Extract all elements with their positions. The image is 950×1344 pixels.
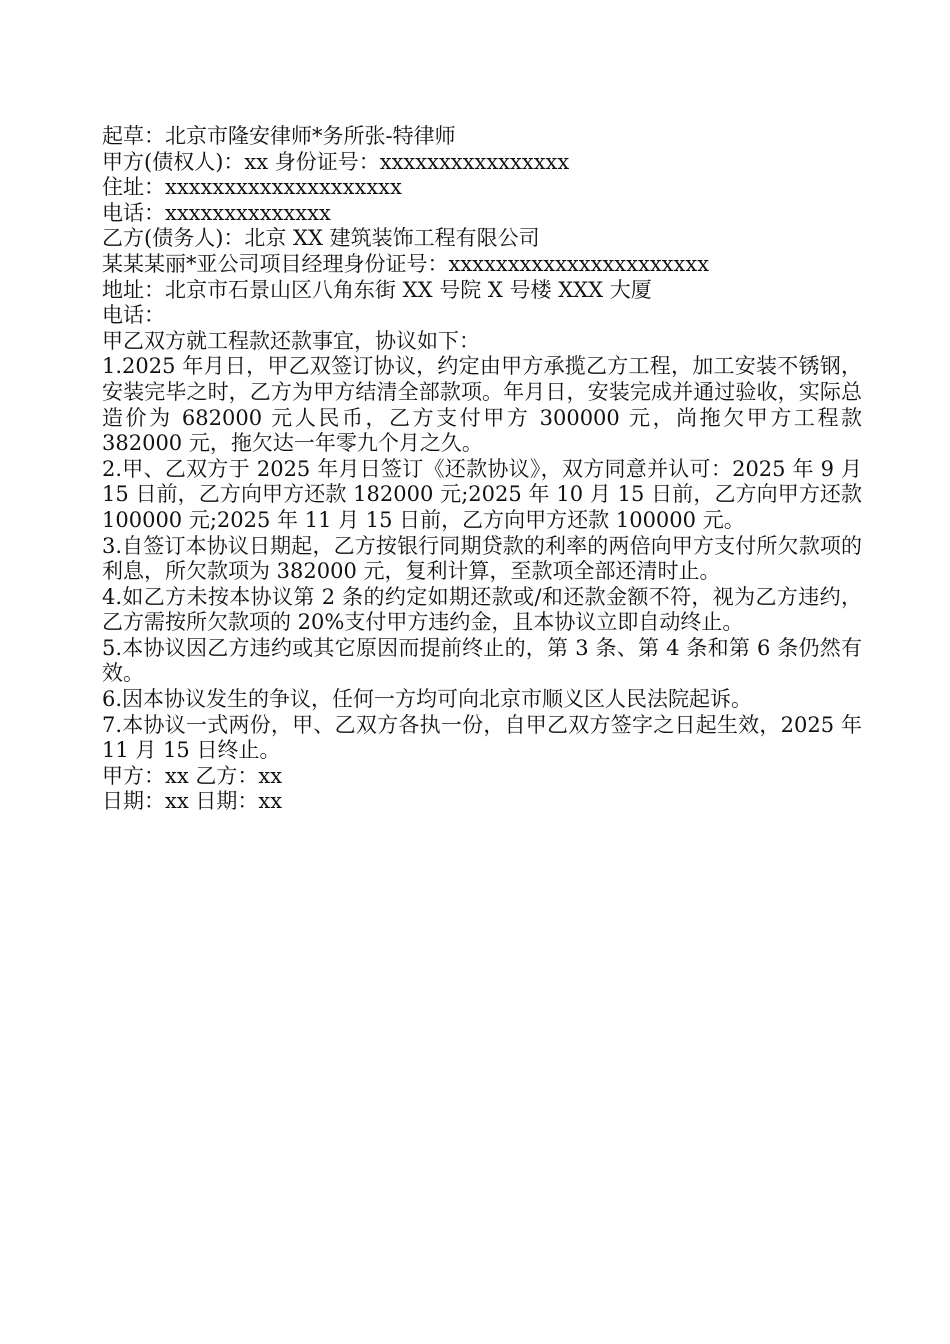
party-b-phone: 电话： bbox=[102, 303, 165, 328]
drafter-line: 起草：北京市隆安律师*务所张-特律师 bbox=[102, 124, 456, 148]
party-a-phone: 电话：xxxxxxxxxxxxxx bbox=[102, 200, 331, 225]
party-a-line: 甲方(债权人)：xx 身份证号：xxxxxxxxxxxxxxxx bbox=[102, 149, 570, 174]
signature-line: 甲方：xx 乙方：xx bbox=[102, 763, 283, 788]
date-line: 日期：xx 日期：xx bbox=[102, 789, 283, 814]
agreement-document bbox=[102, 124, 869, 815]
clause-6: 6.因本协议发生的争议，任何一方均可向北京市顺义区人民法院起诉。 bbox=[102, 687, 753, 712]
clause-7: 7.本协议一式两份，甲、乙双方各执一份，自甲乙双方签字之日起生效，2025 年 11 月 15 日终止。 bbox=[102, 712, 869, 763]
clause-1: 1.2025 年月日，甲乙双签订协议，约定由甲方承揽乙方工程，加工安装不锈钢，安装完毕之时，乙方为甲方结清全部款项。年月日，安装完成并通过验收，实际总造价为 682000 元人民币，乙方支付甲方 300000 元，尚拖欠甲方工程款 382000 元，拖欠达一年零九个月之久。 bbox=[102, 354, 869, 456]
clause-5: 5.本协议因乙方违约或其它原因而提前终止的，第 3 条、第 4 条和第 6 条仍然有效。 bbox=[102, 635, 862, 686]
clause-4: 4.如乙方未按本协议第 2 条的约定如期还款或/和还款金额不符，视为乙方违约，乙方需按所欠款项的 20%支付甲方违约金，且本协议立即自动终止。 bbox=[102, 584, 862, 635]
party-a-address: 住址：xxxxxxxxxxxxxxxxxxxx bbox=[102, 175, 402, 200]
party-b-line: 乙方(债务人)：北京 XX 建筑装饰工程有限公司 bbox=[102, 226, 540, 251]
intro-line: 甲乙双方就工程款还款事宜，协议如下： bbox=[102, 328, 480, 353]
party-b-address: 地址：北京市石景山区八角东街 XX 号院 X 号楼 XXX 大厦 bbox=[102, 277, 652, 302]
clause-3: 3.自签订本协议日期起，乙方按银行同期贷款的利率的两倍向甲方支付所欠款项的利息，所欠款项为 382000 元，复利计算，至款项全部还清时止。 bbox=[102, 533, 862, 584]
party-b-manager-line: 某某某丽*亚公司项目经理身份证号：xxxxxxxxxxxxxxxxxxxxxx bbox=[102, 251, 710, 276]
clause-2: 2.甲、乙双方于 2025 年月日签订《还款协议》，双方同意并认可：2025 年 9 月 15 日前，乙方向甲方还款 182000 元;2025 年 10 月 15 日前，乙方向甲方还款 100000 元;2025 年 11 月 15 日前，乙方向甲方还款 100000 元。 bbox=[102, 456, 869, 532]
